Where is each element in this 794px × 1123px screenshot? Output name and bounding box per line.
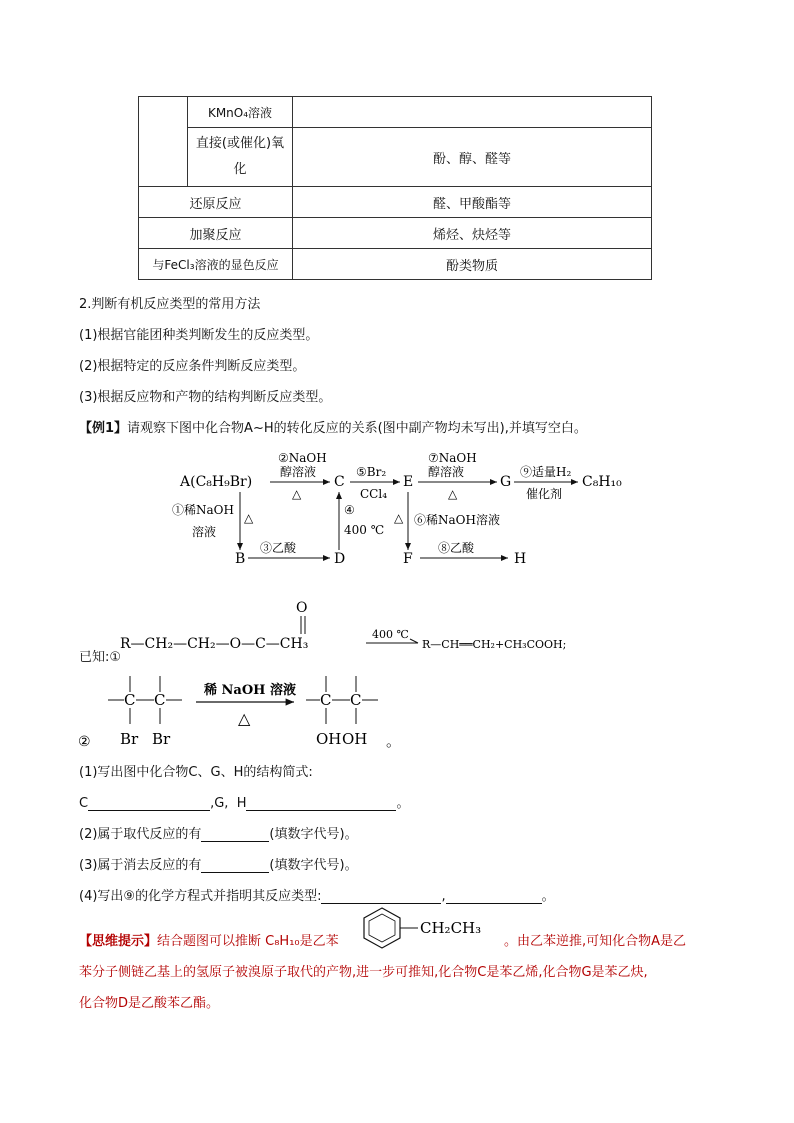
hint-line-3: 化合物D是乙酸苯乙酯。 xyxy=(79,996,220,1011)
known-1-prefix: 已知:① xyxy=(79,650,122,665)
carbon-2: C xyxy=(154,691,166,709)
table-row xyxy=(139,97,652,128)
example-tag: 【例1】 xyxy=(79,421,128,436)
table-cell-label: 加聚反应 xyxy=(139,218,293,249)
compound-E: E xyxy=(403,474,414,490)
compound-C: C xyxy=(334,474,345,490)
q4-mid: , xyxy=(441,889,446,904)
question-1: (1)写出图中化合物C、G、H的结构简式: xyxy=(79,765,313,780)
q3-end: (填数字代号)。 xyxy=(269,858,358,873)
q2-blank[interactable] xyxy=(201,827,269,842)
cond-3: ③乙酸 xyxy=(260,541,297,555)
cond-1-a: ①稀NaOH xyxy=(172,503,234,517)
known-1-condition: 400 ℃ xyxy=(372,628,409,641)
cond-6-heat: △ xyxy=(394,511,404,525)
table-cell-value: 酚类物质 xyxy=(293,249,652,280)
cond-9-bot: 催化剂 xyxy=(526,487,563,501)
cond-6: ⑥稀NaOH溶液 xyxy=(414,513,500,527)
cond-8: ⑧乙酸 xyxy=(438,541,475,555)
table-row xyxy=(139,187,652,218)
carbon-4: C xyxy=(350,691,362,709)
list-item: (2)根据特定的反应条件判断反应类型。 xyxy=(79,359,306,374)
cond-9-top: ⑨适量H₂ xyxy=(520,465,572,479)
known-2-heat: △ xyxy=(238,709,251,728)
table-cell-empty xyxy=(139,97,188,187)
cond-1-b: 溶液 xyxy=(192,525,217,539)
table-cell-value xyxy=(293,97,652,128)
ester-chain: R—CH₂—CH₂—O—C—CH₃ xyxy=(120,636,309,652)
table-row xyxy=(139,128,652,187)
carbon-3: C xyxy=(320,691,332,709)
cond-5-top: ⑤Br₂ xyxy=(356,465,387,479)
table-cell-value: 烯烃、炔烃等 xyxy=(293,218,652,249)
compound-F: F xyxy=(403,551,413,567)
hydroxyl-2: OH xyxy=(342,730,368,748)
hint-text-1: 结合题图可以推断 C₈H₁₀是乙苯 xyxy=(157,934,339,949)
hint-tag: 【思维提示】 xyxy=(79,934,158,949)
cond-2-mid: 醇溶液 xyxy=(280,465,317,479)
cond-5-bot: CCl₄ xyxy=(360,487,388,501)
section-title: 2.判断有机反应类型的常用方法 xyxy=(79,297,261,312)
table-cell-value: 醛、甲酸酯等 xyxy=(293,187,652,218)
bromine-2: Br xyxy=(152,730,171,748)
example-line xyxy=(79,417,587,436)
cond-2-top: ②NaOH xyxy=(278,451,327,465)
example-text: 请观察下图中化合物A~H的转化反应的关系(图中副产物均未写出),并填写空白。 xyxy=(127,421,587,436)
list-item: (1)根据官能团种类判断发生的反应类型。 xyxy=(79,328,319,343)
table-row xyxy=(139,249,652,280)
question-3 xyxy=(79,854,358,873)
q4-blank-2[interactable] xyxy=(446,889,542,904)
q3-blank[interactable] xyxy=(201,858,269,873)
reaction-scheme xyxy=(160,446,640,576)
table-cell-label: 直接(或催化)氧化 xyxy=(188,128,293,187)
carbon-1: C xyxy=(124,691,136,709)
compound-A: A(C₈H₉Br) xyxy=(180,474,253,490)
question-4 xyxy=(79,885,555,904)
carbonyl-oxygen: O xyxy=(296,600,308,616)
question-1-answers xyxy=(79,792,409,811)
cond-4-b: 400 ℃ xyxy=(344,523,385,537)
q1-c-blank[interactable] xyxy=(88,796,210,811)
compound-H: H xyxy=(514,551,527,567)
hint-line-2: 苯分子侧链乙基上的氢原子被溴原子取代的产物,进一步可推知,化合物C是苯乙烯,化合物G是苯乙炔, xyxy=(79,965,648,980)
table-cell-label: KMnO₄溶液 xyxy=(188,97,293,128)
q2-end: (填数字代号)。 xyxy=(269,827,358,842)
q4-blank-1[interactable] xyxy=(321,889,441,904)
q2-text: (2)属于取代反应的有 xyxy=(79,827,202,842)
q3-text: (3)属于消去反应的有 xyxy=(79,858,202,873)
hint-text-2: 。由乙苯逆推,可知化合物A是乙 xyxy=(504,934,687,949)
hint-line-1 xyxy=(79,930,339,949)
table-cell-label: 与FeCl₃溶液的显色反应 xyxy=(139,249,293,280)
compound-B: B xyxy=(235,551,246,567)
q1-h-label: H xyxy=(236,796,247,811)
cond-4-a: ④ xyxy=(344,503,355,517)
known-2-structure xyxy=(78,668,438,754)
q4-end: 。 xyxy=(541,889,555,904)
known-2-num: ② xyxy=(78,734,91,750)
q1-g-label: ,G, xyxy=(210,796,229,811)
cond-7-mid: 醇溶液 xyxy=(428,465,465,479)
list-item: (3)根据反应物和产物的结构判断反应类型。 xyxy=(79,390,332,405)
known-1-product: R—CH══CH₂+CH₃COOH; xyxy=(422,638,567,651)
cond-7-top: ⑦NaOH xyxy=(428,451,477,465)
q4-text: (4)写出⑨的化学方程式并指明其反应类型: xyxy=(79,889,322,904)
cond-1-heat: △ xyxy=(244,511,254,525)
bromine-1: Br xyxy=(120,730,139,748)
known-2-end: 。 xyxy=(386,732,402,750)
q1-h-blank[interactable] xyxy=(246,796,396,811)
hydroxyl-1: OH xyxy=(316,730,342,748)
ethyl-group: CH₂CH₃ xyxy=(420,919,482,937)
table-cell-label: 还原反应 xyxy=(139,187,293,218)
benzene-ring-icon xyxy=(360,904,510,950)
q1-c-label: C xyxy=(79,796,89,811)
known-1-structure xyxy=(118,596,598,666)
reaction-table xyxy=(138,96,652,280)
cond-7-heat: △ xyxy=(448,487,458,501)
table-cell-value: 酚、醇、醛等 xyxy=(293,128,652,187)
cond-2-heat: △ xyxy=(292,487,302,501)
table-row xyxy=(139,218,652,249)
known-2-condition: 稀 NaOH 溶液 xyxy=(204,683,296,698)
q1-end: 。 xyxy=(396,796,410,811)
compound-D: D xyxy=(334,551,346,567)
compound-C8H10: C₈H₁₀ xyxy=(582,474,622,490)
question-2 xyxy=(79,823,358,842)
compound-G: G xyxy=(500,474,512,490)
